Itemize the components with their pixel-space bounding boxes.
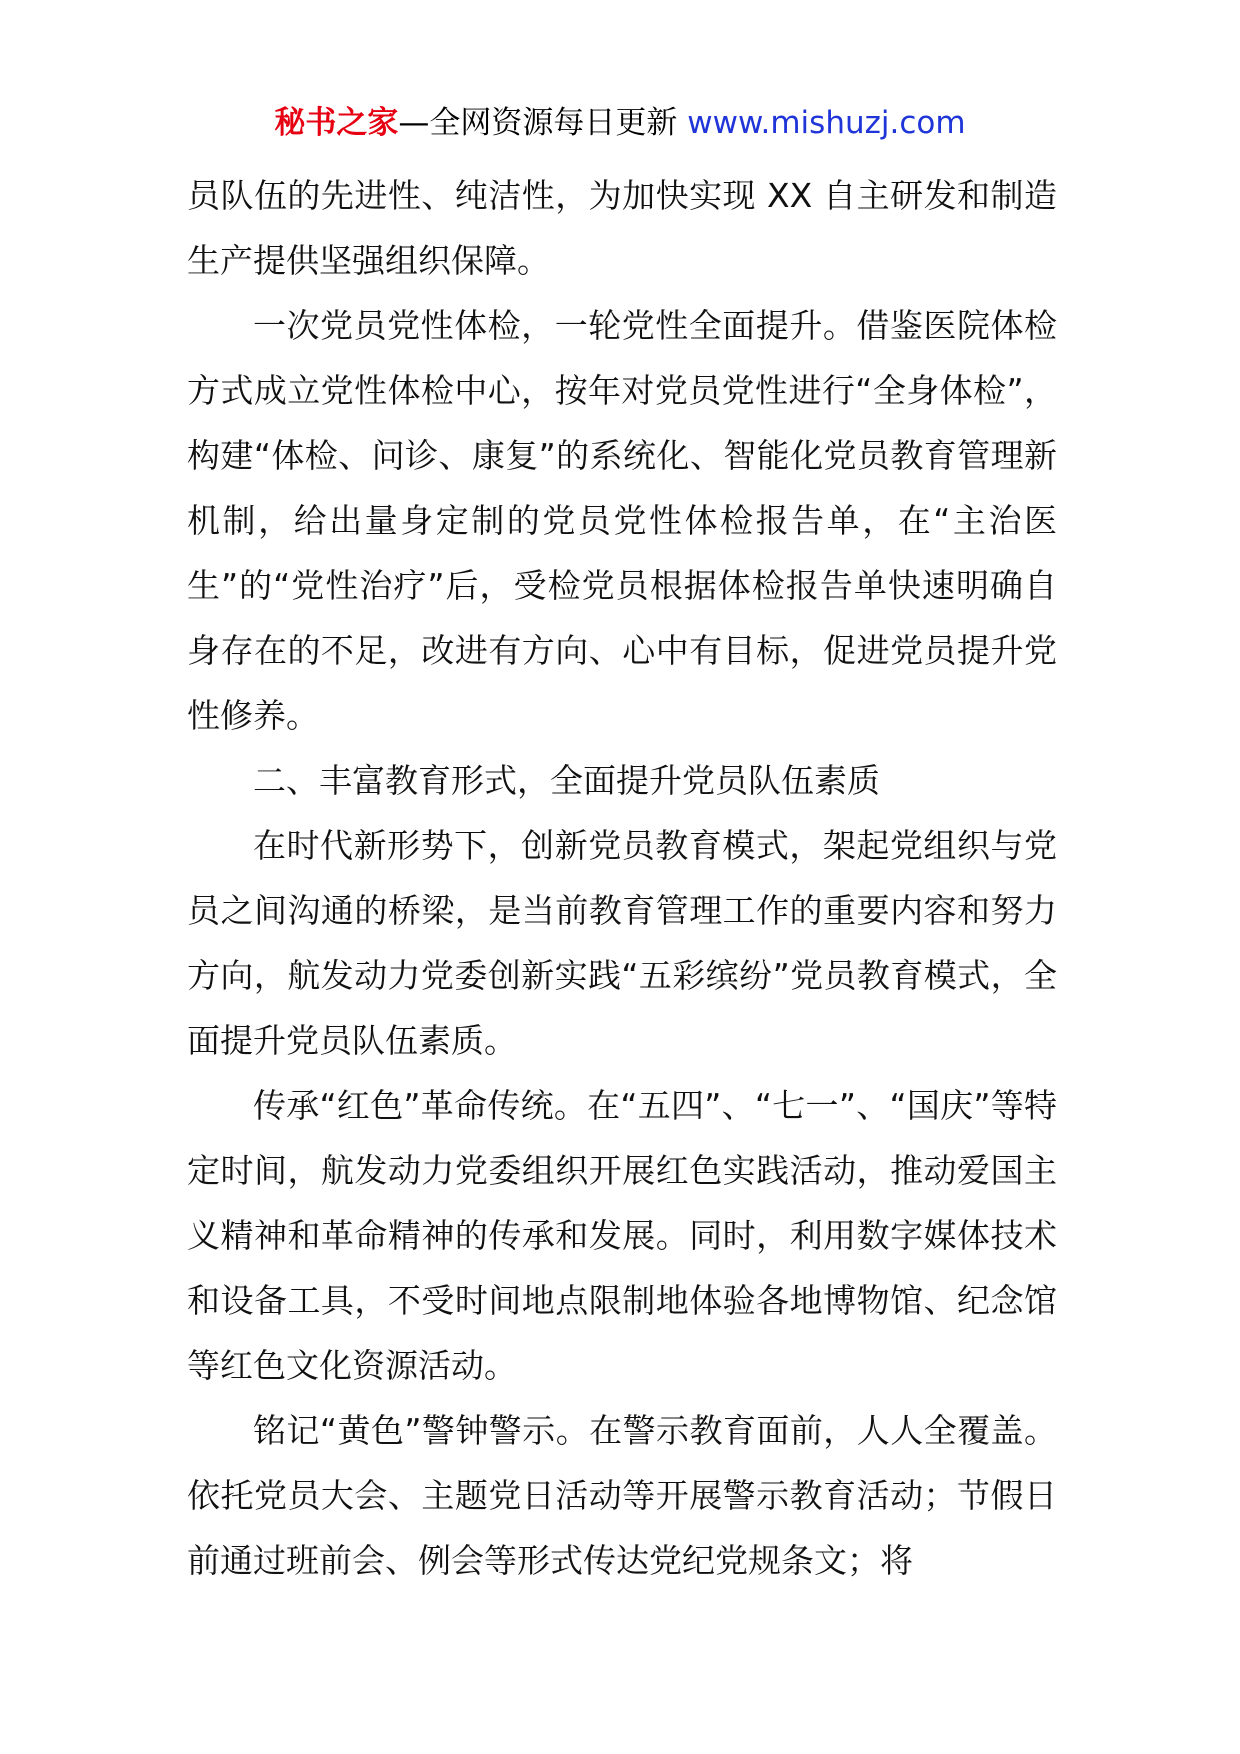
site-tagline: —全网资源每日更新 bbox=[398, 105, 688, 141]
site-brand: 秘书之家 bbox=[274, 105, 399, 141]
document-body bbox=[187, 163, 1057, 1593]
paragraph-continuation: 员队伍的先进性、纯洁性，为加快实现 XX 自主研发和制造生产提供坚强组织保障。 bbox=[187, 176, 1057, 280]
paragraph-yellow-warning: 铭记“黄色”警钟警示。在警示教育面前，人人全覆盖。依托党员大会、主题党日活动等开展警示教育活动；节假日前通过班前会、例会等形式传达党纪党规条文；将 bbox=[187, 1411, 1057, 1580]
site-header bbox=[0, 103, 1240, 143]
site-url-link[interactable]: www.mishuzj.com bbox=[687, 105, 966, 141]
paragraph-red-tradition: 传承“红色”革命传统。在“五四”、“七一”、“国庆”等特定时间，航发动力党委组织开展红色实践活动，推动爱国主义精神和革命精神的传承和发展。同时，利用数字媒体技术和设备工具，不受时间地点限制地体验各地博物馆、纪念馆等红色文化资源活动。 bbox=[187, 1086, 1057, 1385]
paragraph-party-checkup: 一次党员党性体检，一轮党性全面提升。借鉴医院体检方式成立党性体检中心，按年对党员党性进行“全身体检”，构建“体检、问诊、康复”的系统化、智能化党员教育管理新机制，给出量身定制的党员党性体检报告单，在“主治医生”的“党性治疗”后，受检党员根据体检报告单快速明确自身存在的不足，改进有方向、心中有目标，促进党员提升党性修养。 bbox=[187, 306, 1057, 735]
section-heading-two: 二、丰富教育形式，全面提升党员队伍素质 bbox=[253, 761, 880, 800]
paragraph-education-model: 在时代新形势下，创新党员教育模式，架起党组织与党员之间沟通的桥梁，是当前教育管理工作的重要内容和努力方向，航发动力党委创新实践“五彩缤纷”党员教育模式，全面提升党员队伍素质。 bbox=[187, 826, 1057, 1060]
